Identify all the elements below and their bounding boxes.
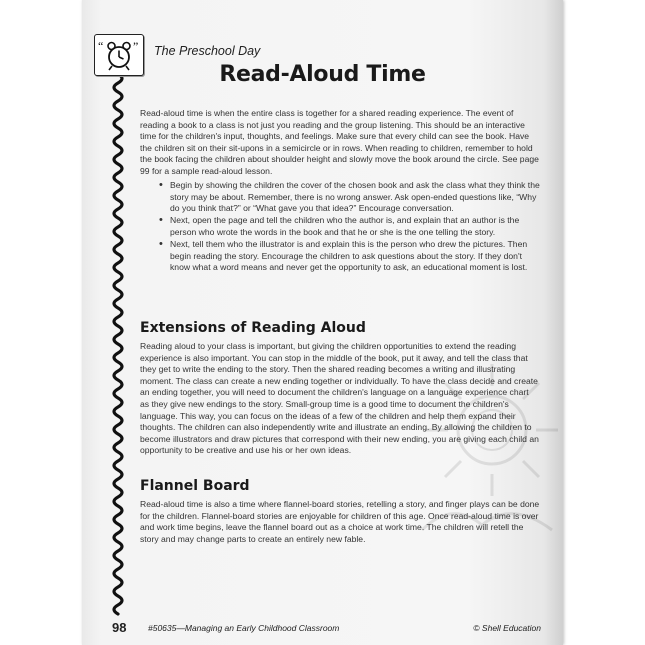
flannel-paragraph: Read-aloud time is also a time where flannel-board stories, retelling a story, and finger plays can be done for the children. Flannel-board stories are enjoyable for children of this age. Once read-aloud time is over and work time begins, leave the flannel board out as a choice at work time. The children will retell the story and may change parts to create an entirely new fable. (140, 499, 540, 544)
page-number: 98 (112, 620, 127, 635)
book-page (82, 0, 563, 645)
bullet-list (140, 180, 540, 274)
bullet-item: • Next, tell them who the illustrator is and explain this is the person who drew the pictures. Then begin reading the story. Encourage the children to ask questions about the story. If they don't know what a word means and never get the opportunity to ask, an educational moment is lost. (159, 239, 540, 274)
page-title: Read-Aloud Time (219, 62, 426, 87)
footer-book-title: #50635—Managing an Early Childhood Classroom (148, 623, 340, 633)
section-label: The Preschool Day (154, 44, 261, 58)
section-heading-flannel-board: Flannel Board (140, 478, 250, 494)
bullet-item: • Begin by showing the children the cover of the chosen book and ask the class what they think the story may be about. Remember, there is no wrong answer. Ask open-ended questions like, “Why do you think that?” or “What gave you that idea?” Encourage conversation. (159, 180, 540, 215)
intro-paragraph: Read-aloud time is when the entire class is together for a shared reading experience. The event of reading a book to a class is not just you reading and the group listening. This should be an interactive time for the children's input, thoughts, and feelings. Make sure that every child can see the book. Have the children sit on their sit-upons in a semicircle or in rows. When reading to children, remember to hold the book facing the children about shoulder height and slowly move the book around the circle. See page 99 for a sample read-aloud lesson. (140, 108, 539, 176)
extensions-paragraph: Reading aloud to your class is important, but giving the children opportunities to extend the reading experience is also important. You can stop in the middle of the book, put it away, and tell the class that they get to write the ending to the story. Then the shared reading becomes a writing and illustrating moment. The class can create a new ending together or individually. To have the class decide and create an ending together, you will need to document the children's language on a language experience chart as they give new endings to the story. Small-group time is a good time to document the children's language. This way, you can focus on the ideas of a few of the children and help them expand their thoughts. The children can also independently write and illustrate an ending. By allowing the children to become illustrators and draw pictures that correspond with their new ending, you are giving each child an opportunity to be creative and use his or her own ideas. (140, 341, 539, 456)
bullet-item: • Next, open the page and tell the children who the author is, and explain that an author is the person who wrote the words in the book and that he or she is the one telling the story. (159, 215, 540, 238)
svg-text:”: ” (133, 39, 139, 53)
svg-text:“: “ (98, 39, 104, 53)
section-heading-extensions: Extensions of Reading Aloud (140, 320, 366, 336)
footer-publisher: © Shell Education (473, 623, 541, 633)
